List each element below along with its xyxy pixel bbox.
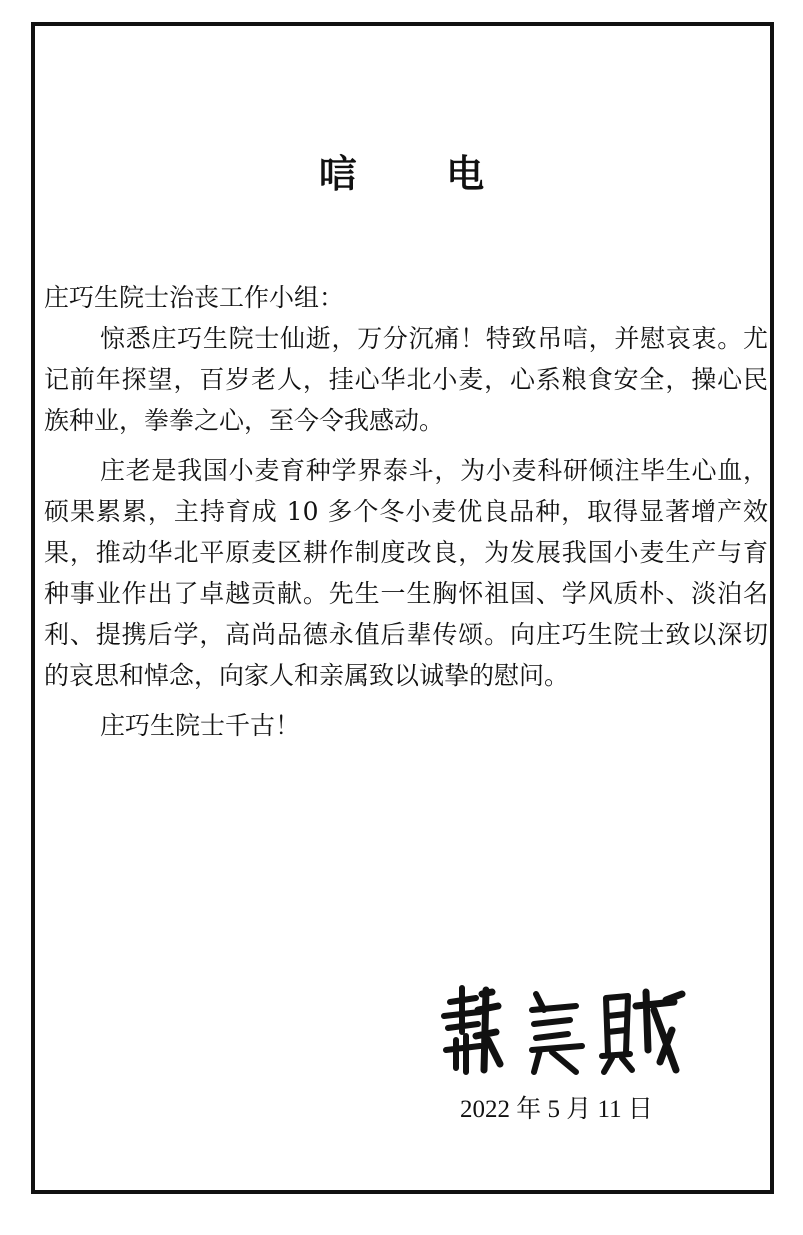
paragraph-tribute: 庄老是我国小麦育种学界泰斗，为小麦科研倾注毕生心血，硕果累累，主持育成 10 多个冬小麦优良品种，取得显著增产效果，推动华北平原麦区耕作制度改良，为发展我国小麦生产与育种事业作出了卓越贡献。先生一生胸怀祖国、学风质朴、淡泊名利、提携后学，高尚品德永值后辈传颂。向庄巧生院士致以深切的哀思和悼念，向家人和亲属致以诚挚的慰问。 — [44, 456, 768, 690]
handwritten-signature — [436, 980, 686, 1080]
letter-body — [44, 277, 768, 746]
letter-date: 2022 年 5 月 11 日 — [460, 1096, 653, 1123]
paragraph-condolence: 惊悉庄巧生院士仙逝，万分沉痛！特致吊唁，并慰哀衷。尤记前年探望，百岁老人，挂心华北小麦，心系粮食安全，操心民族种业，拳拳之心，至今令我感动。 — [44, 324, 768, 435]
document-title: 唁 电 — [318, 151, 523, 196]
salutation: 庄巧生院士治丧工作小组： — [44, 283, 345, 312]
paragraph-closing: 庄巧生院士千古！ — [100, 711, 301, 740]
